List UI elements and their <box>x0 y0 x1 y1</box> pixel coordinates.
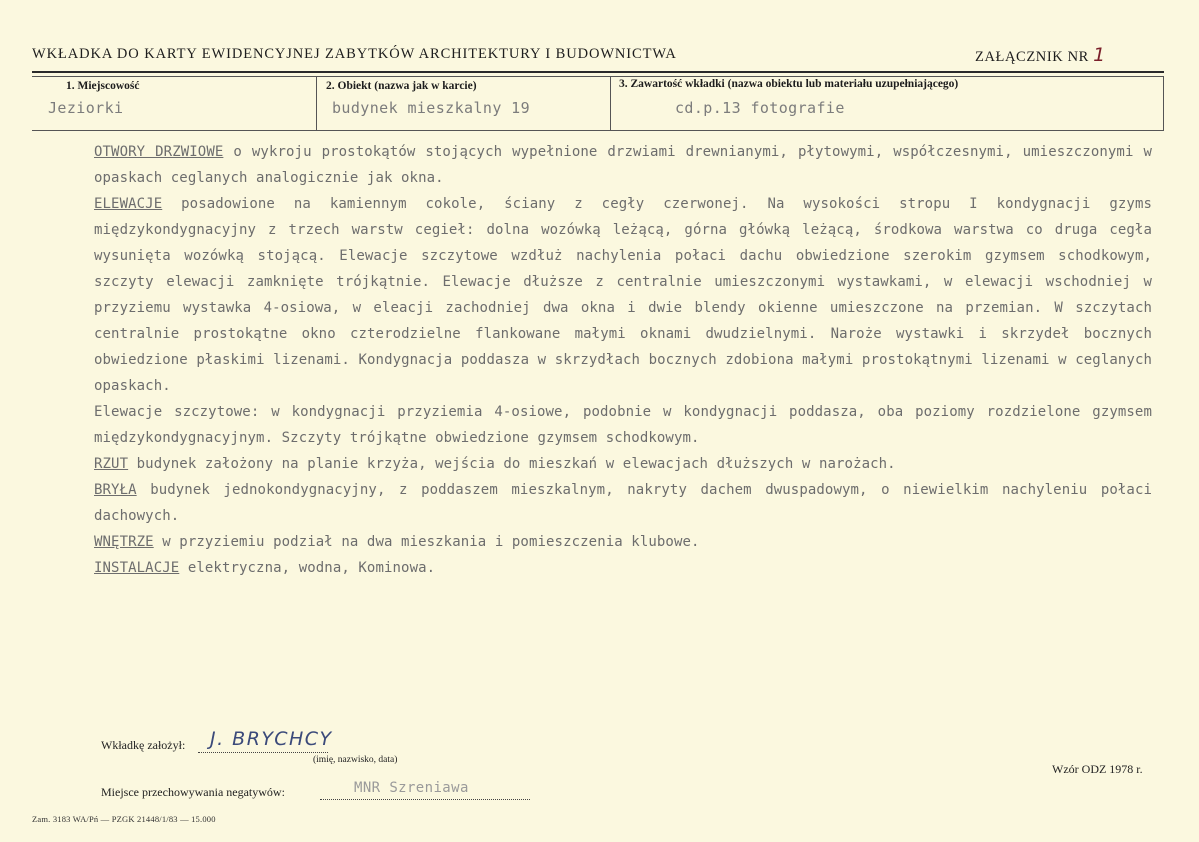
paragraph-text: o wykroju prostokątów stojących wypełnione drzwiami drewnianymi, płytowymi, współczesnymi, umieszczonymi w opaskach ceglanych analogicznie jak okna. <box>94 144 1152 186</box>
founder-note: (imię, nazwisko, data) <box>313 755 398 765</box>
paragraph-text: budynek założony na planie krzyża, wejścia do mieszkań w elewacjach dłuższych w narożach. <box>128 456 896 472</box>
paragraph-text: budynek jednokondygnacyjny, z poddaszem mieszkalnym, nakryty dachem dwuspadowym, o niewielkim nachyleniu połaci dachowych. <box>94 482 1152 524</box>
fields-bottom-rule <box>32 130 1164 131</box>
storage-value: MNR Szreniawa <box>354 780 469 796</box>
paragraph-interior <box>94 529 1152 555</box>
content-value: cd.p.13 fotografie <box>675 99 845 117</box>
paragraph-heading: BRYŁA <box>94 482 137 498</box>
paragraph-text: Elewacje szczytowe: w kondygnacji przyziemia 4-osiowe, podobnie w kondygnacji poddasza, oba poziomy rozdzielone gzymsem międzykondygnacyjnym. Szczyty trójkątne obwiedzione gzymsem schodkowym. <box>94 404 1152 446</box>
paragraph-elevations <box>94 191 1152 399</box>
locality-value: Jeziorki <box>48 99 124 117</box>
annex-number-value: 1 <box>1093 44 1106 66</box>
paragraph-text: elektryczna, wodna, Kominowa. <box>179 560 436 576</box>
paragraph-installations <box>94 555 1152 581</box>
annex-number <box>975 44 1105 66</box>
founder-dotted-line <box>198 752 328 753</box>
paragraph-heading: OTWORY DRZWIOWE <box>94 144 224 160</box>
field-separator-2 <box>610 76 611 130</box>
paragraph-heading: RZUT <box>94 456 129 472</box>
annex-label: ZAŁĄCZNIK NR <box>975 49 1089 65</box>
paragraph-heading: ELEWACJE <box>94 196 163 212</box>
paragraph-door-openings <box>94 139 1152 191</box>
founder-signature: J. BRYCHCY <box>210 728 333 750</box>
description-body <box>94 139 1152 581</box>
print-imprint: Zam. 3183 WA/Pń — PZGK 21448/1/83 — 15.000 <box>32 814 216 824</box>
paragraph-heading: WNĘTRZE <box>94 534 154 550</box>
content-label: 3. Zawartość wkładki (nazwa obiektu lub materiału uzupełniającego) <box>619 78 959 90</box>
field-separator-3 <box>1163 76 1164 130</box>
paragraph-gable-elevations <box>94 399 1152 451</box>
founder-label: Wkładkę założył: <box>101 738 186 752</box>
locality-label: 1. Miejscowość <box>66 80 140 92</box>
storage-dotted-line <box>320 799 530 800</box>
object-value: budynek mieszkalny 19 <box>332 99 531 117</box>
paragraph-plan <box>94 451 1152 477</box>
paragraph-text: posadowione na kamiennym cokole, ściany z cegły czerwonej. Na wysokości stropu I kondygnacji gzyms międzykondygnacyjny z trzech warstw cegieł: dolna wozówką leżącą, górna główką leżącą, środkowa warstwa co druga cegła wysunięta wozówką stojącą. Elewacje szczytowe wzdłuż nachylenia połaci dachu obwiedzione szerokim gzymsem schodkowym, szczyty elewacji zamknięte trójkątnie. Elewacje dłuższe z centralnie umieszczonymi wystawkami, w elewacji wschodniej w przyziemu wystawka 4-osiowa, w eleacji zachodniej dwa okna i dwie blendy okienne umieszczone na przemian. W szczytach centralnie prostokątne okno czterodzielne flankowane małymi oknami dwudzielnymi. Naroże wystawki i skrzydeł bocznych obwiedzione płaskimi lizenami. Kondygnacja poddasza w skrzydłach bocznych zdobiona małymi prostokątnymi lizenami w ceglanych opaskach. <box>94 196 1152 394</box>
fields-top-rule <box>32 76 1164 77</box>
paragraph-mass <box>94 477 1152 529</box>
paragraph-text: w przyziemiu podział na dwa mieszkania i pomieszczenia klubowe. <box>153 534 700 550</box>
paragraph-heading: INSTALACJE <box>94 560 180 576</box>
object-label: 2. Obiekt (nazwa jak w karcie) <box>326 80 477 92</box>
form-version: Wzór ODZ 1978 r. <box>1052 762 1143 776</box>
storage-label: Miejsce przechowywania negatywów: <box>101 785 285 799</box>
form-title: WKŁADKA DO KARTY EWIDENCYJNEJ ZABYTKÓW ARCHITEKTURY I BUDOWNICTWA <box>32 46 677 62</box>
field-separator-1 <box>316 76 317 130</box>
header-rule <box>32 71 1164 73</box>
